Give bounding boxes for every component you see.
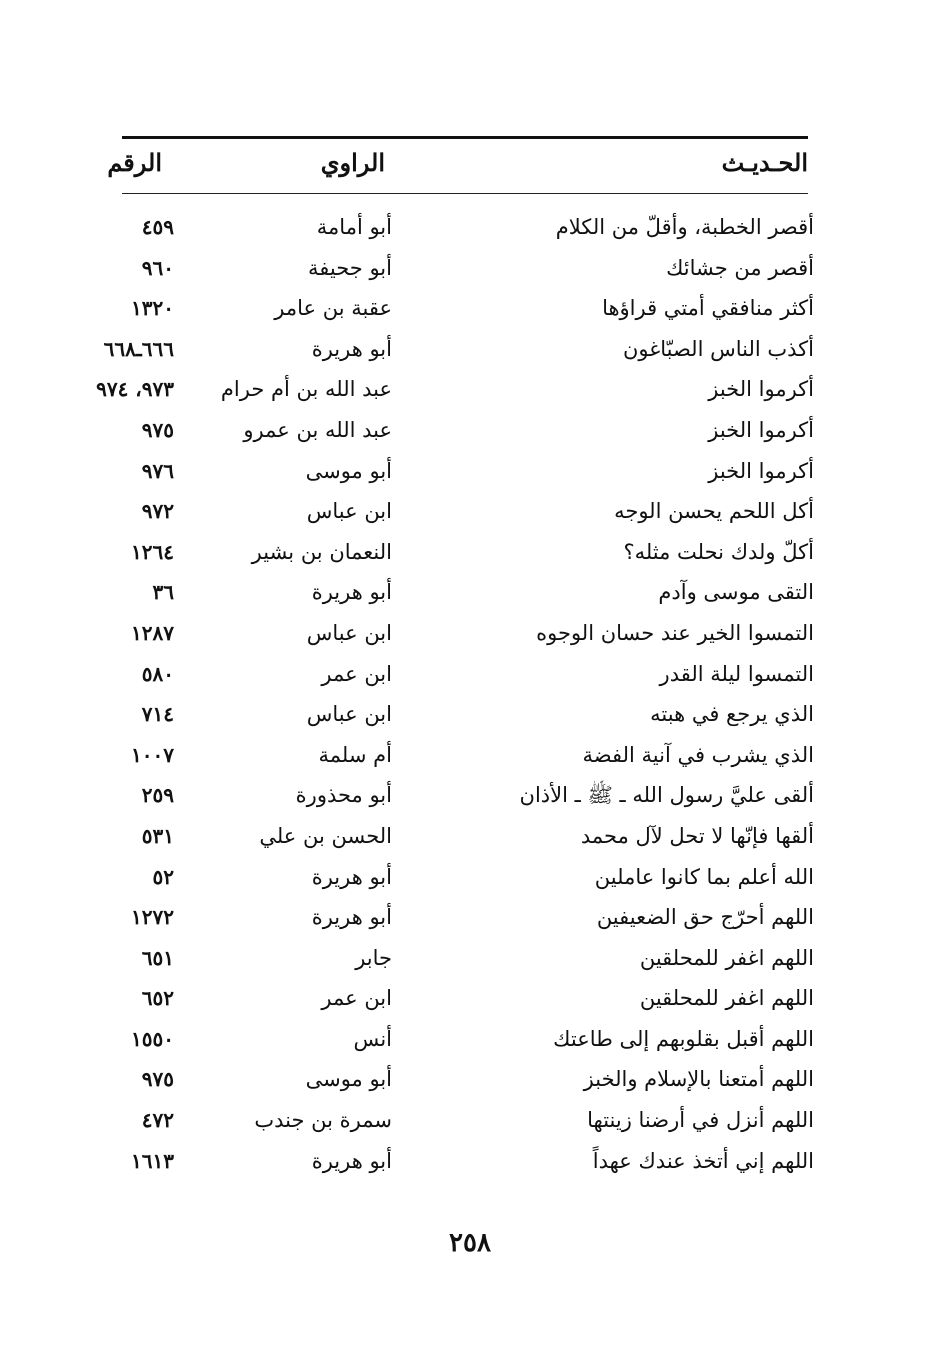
table-row [0,329,940,370]
table-row [0,1141,940,1182]
table-row [0,410,940,451]
hadith-number: ١٦١٣ [131,1148,174,1173]
hadith-number: ٩٧٣، ٩٧٤ [96,377,174,402]
hadith-text: أكذب الناس الصبّاغون [622,336,814,361]
narrator-name: أبو هريرة [311,580,392,605]
table-header [0,143,940,183]
hadith-number: ٦٦٦ـ٦٦٨ [103,336,174,361]
table-row [0,288,940,329]
hadith-text: التمسوا الخير عند حسان الوجوه [536,620,814,645]
narrator-name: أبو هريرة [311,864,392,889]
hadith-number: ١٥٥٠ [131,1026,174,1051]
narrator-name: أبو موسى [305,1067,392,1092]
hadith-text: أكثر منافقي أمتي قراؤها [602,296,814,321]
hadith-number: ٣٦ [152,580,174,605]
hadith-text: أكرموا الخبز [708,417,814,442]
hadith-text: الذي يرجع في هبته [650,702,814,727]
table-row [0,1100,940,1141]
hadith-number: ٥٨٠ [141,661,174,686]
table-row [0,816,940,857]
hadith-number: ٩٧٥ [141,417,174,442]
hadith-number: ١٣٢٠ [131,296,174,321]
table-body [0,207,940,1181]
hadith-text: أكل اللحم يحسن الوجه [614,499,814,524]
hadith-text: اللهم أمتعنا بالإسلام والخبز [583,1067,814,1092]
table-row [0,572,940,613]
hadith-number: ٩٧٥ [141,1067,174,1092]
hadith-text: أكرموا الخبز [708,458,814,483]
table-row [0,532,940,573]
header-number: الرقم [107,148,162,177]
hadith-number: ٩٦٠ [141,255,174,280]
page-number: ٢٥٨ [449,1228,491,1258]
narrator-name: ابن عباس [306,499,392,524]
hadith-text: أقصر الخطبة، وأقلّ من الكلام [555,215,814,239]
narrator-name: ابن عباس [306,620,392,645]
table-row [0,654,940,695]
hadith-text: ألقى عليَّ رسول الله ـ ﷺ ـ الأذان [519,783,814,808]
narrator-name: عبد الله بن عمرو [243,417,392,442]
narrator-name: سمرة بن جندب [254,1108,392,1133]
hadith-text: اللهم إني أتخذ عندك عهداً [592,1148,814,1173]
hadith-text: اللهم أقبل بقلوبهم إلى طاعتك [553,1026,814,1051]
table-row [0,248,940,289]
narrator-name: النعمان بن بشير [251,539,392,564]
table-row [0,857,940,898]
narrator-name: أبو محذورة [295,783,392,808]
narrator-name: عبد الله بن أم حرام [220,377,392,402]
table-row [0,1059,940,1100]
hadith-text: اللهم اغفر للمحلقين [639,945,814,970]
narrator-name: عقبة بن عامر [274,296,392,321]
hadith-text: اللهم اغفر للمحلقين [639,986,814,1011]
hadith-text: ألقها فإنّها لا تحل لآل محمد [580,823,814,848]
table-row [0,613,940,654]
table-row [0,207,940,248]
table-row [0,451,940,492]
hadith-number: ١٢٦٤ [131,539,174,564]
table-row [0,978,940,1019]
hadith-number: ٩٧٦ [141,458,174,483]
hadith-number: ٦٥١ [141,945,174,970]
table-row [0,369,940,410]
narrator-name: أبو موسى [305,458,392,483]
table-row [0,897,940,938]
hadith-number: ٥٢ [152,864,174,889]
hadith-number: ٤٧٢ [141,1108,174,1133]
hadith-text: اللهم أنزل في أرضنا زينتها [587,1108,814,1133]
narrator-name: أبو هريرة [311,905,392,930]
hadith-number: ٩٧٢ [141,499,174,524]
table-row [0,1019,940,1060]
hadith-number: ٧١٤ [141,702,174,727]
table-row [0,938,940,979]
hadith-text: أكرموا الخبز [708,377,814,402]
hadith-number: ٦٥٢ [141,986,174,1011]
narrator-name: أبو هريرة [311,336,392,361]
hadith-text: أكلّ ولدك نحلت مثله؟ [623,539,814,564]
hadith-number: ٥٣١ [141,823,174,848]
narrator-name: ابن عباس [306,702,392,727]
table-row [0,735,940,776]
narrator-name: أبو هريرة [311,1148,392,1173]
header-rule [122,193,808,194]
header-rawi: الراوي [320,148,385,177]
hadith-text: الله أعلم بما كانوا عاملين [594,864,814,889]
hadith-text: التمسوا ليلة القدر [659,661,814,686]
narrator-name: أنس [353,1026,392,1051]
narrator-name: ابن عمر [321,661,392,686]
hadith-text: الذي يشرب في آنية الفضة [582,742,814,767]
narrator-name: ابن عمر [321,986,392,1011]
hadith-text: اللهم أحرّج حق الضعيفين [596,905,814,930]
top-rule [122,136,808,139]
table-row [0,775,940,816]
hadith-number: ٢٥٩ [141,783,174,808]
hadith-text: التقى موسى وآدم [658,580,814,605]
narrator-name: أم سلمة [318,742,392,767]
narrator-name: الحسن بن علي [259,823,392,848]
table-row [0,491,940,532]
hadith-number: ١٢٧٢ [131,905,174,930]
hadith-text: أقصر من جشائك [666,255,814,280]
table-row [0,694,940,735]
header-hadith: الحـديـث [721,148,808,177]
narrator-name: أبو جحيفة [308,255,392,280]
narrator-name: أبو أمامة [316,215,392,239]
hadith-number: ١٠٠٧ [131,742,174,767]
hadith-number: ٤٥٩ [141,215,174,239]
narrator-name: جابر [355,945,392,970]
hadith-number: ١٢٨٧ [131,620,174,645]
